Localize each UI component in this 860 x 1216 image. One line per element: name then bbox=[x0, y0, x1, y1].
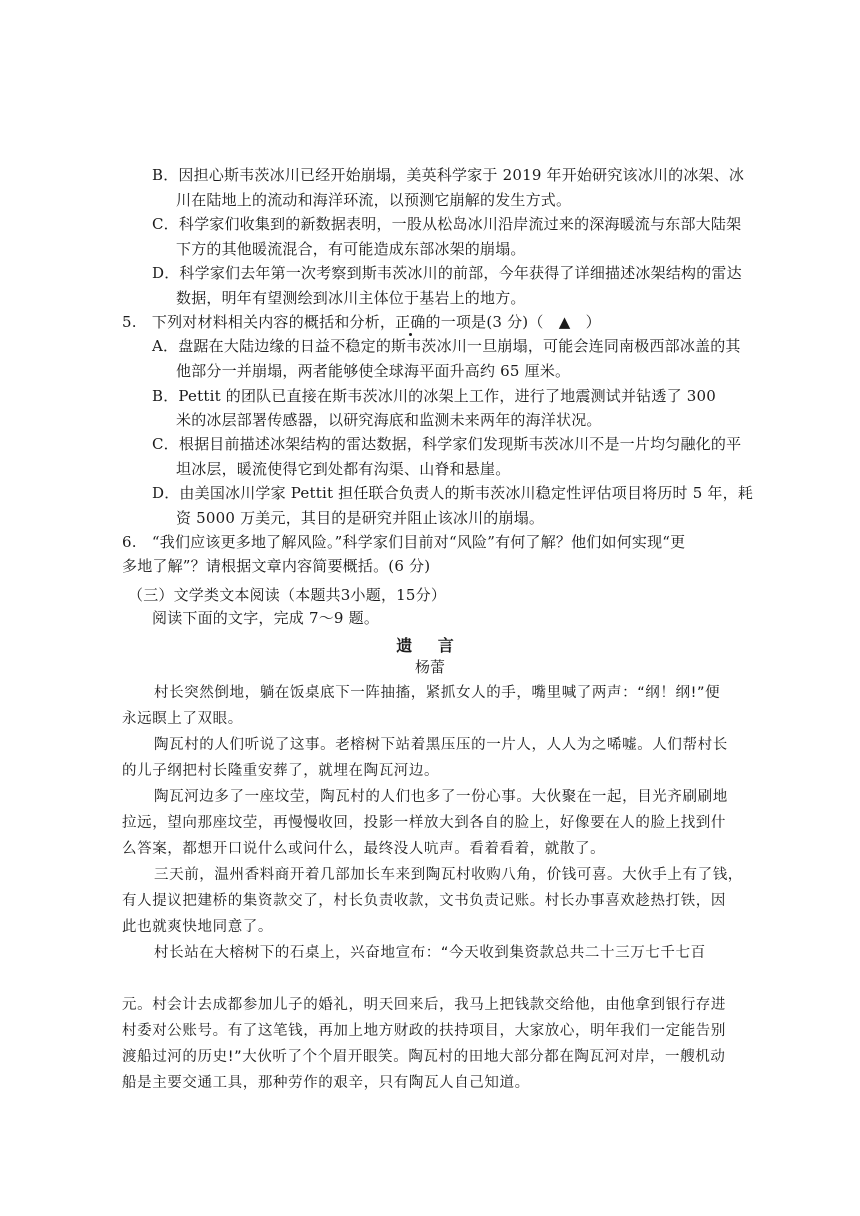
story-p3-line2: 拉远，望向那座坟茔，再慢慢收回，投影一样放大到各自的脸上，好像要在人的脸上找到什 bbox=[122, 815, 726, 831]
q5-stem bbox=[122, 312, 601, 332]
q4-option-b-line2: 川在陆地上的流动和海洋环流，以预测它崩解的发生方式。 bbox=[176, 191, 572, 209]
q4-option-b-line1: B．因担心斯韦茨冰川已经开始崩塌，美英科学家于 2019 年开始研究该冰川的冰架、冰 bbox=[152, 166, 745, 184]
q4-option-c-line1: C．科学家们收集到的新数据表明，一股从松岛冰川沿岸流过来的深海暖流与东部大陆架 bbox=[152, 215, 742, 233]
q5-stem-emphasis: 正确 bbox=[395, 313, 426, 331]
q5-option-b-line1: B．Pettit 的团队已直接在斯韦茨冰川的冰架上工作，进行了地震测试并钻透了 300 bbox=[152, 387, 716, 405]
story-p2-line1: 陶瓦村的人们听说了这事。老榕树下站着黑压压的一片人，人人为之唏嘘。人们帮村长 bbox=[154, 737, 728, 753]
q5-option-b-line2: 米的冰层部署传感器，以研究海底和监测未来两年的海洋状况。 bbox=[176, 411, 602, 429]
story-p3-line1: 陶瓦河边多了一座坟茔，陶瓦村的人们也多了一份心事。大伙聚在一起，目光齐刷刷地 bbox=[154, 789, 728, 805]
story-p1-line1: 村长突然倒地，躺在饭桌底下一阵抽搐，紧抓女人的手，嘴里喊了两声：“纲！纲!”便 bbox=[154, 685, 721, 701]
story-p6-line4: 船是主要交通工具，那种劳作的艰辛，只有陶瓦人自己知道。 bbox=[122, 1075, 530, 1091]
story-p2-line2: 的儿子纲把村长隆重安葬了，就埋在陶瓦河边。 bbox=[122, 763, 440, 779]
q4-option-d-line2: 数据，明年有望测绘到冰川主体位于基岩上的地方。 bbox=[176, 289, 526, 307]
story-title: 遗 言 bbox=[396, 636, 464, 655]
q5-stem-after: 的一项是(3 分)（ ▲ ） bbox=[425, 313, 601, 331]
story-p4-line3: 此也就爽快地同意了。 bbox=[122, 919, 273, 935]
q5-option-d-line2: 资 5000 万美元，其目的是研究并阻止该冰川的崩塌。 bbox=[176, 509, 545, 527]
story-p3-line3: 么答案，都想开口说什么或问什么，最终没人吭声。看着看着，就散了。 bbox=[122, 841, 606, 857]
section3-instruction: 阅读下面的文字，完成 7～9 题。 bbox=[152, 609, 380, 627]
q5-stem-before: 5. 下列对材料相关内容的概括和分析， bbox=[122, 313, 396, 331]
story-p6-line3: 渡船过河的历史!”大伙听了个个眉开眼笑。陶瓦村的田地大部分都在陶瓦河对岸，一艘机动 bbox=[122, 1049, 726, 1065]
story-p4-line2: 有人提议把建桥的集资款交了，村长负责收款，文书负责记账。村长办事喜欢趁热打铁，因 bbox=[122, 893, 726, 909]
q5-option-a-line1: A．盘踞在大陆边缘的日益不稳定的斯韦茨冰川一旦崩塌，可能会连同南极西部冰盖的其 bbox=[152, 337, 741, 355]
story-p6-line1: 元。村会计去成都参加儿子的婚礼，明天回来后，我马上把钱款交给他，由他拿到银行存进 bbox=[122, 997, 726, 1013]
story-p4-line1: 三天前，温州香料商开着几部加长车来到陶瓦村收购八角，价钱可喜。大伙手上有了钱， bbox=[154, 867, 743, 883]
q6-line2: 多地了解”？请根据文章内容简要概括。(6 分) bbox=[122, 557, 431, 575]
q5-option-c-line1: C．根据目前描述冰架结构的雷达数据，科学家们发现斯韦茨冰川不是一片均匀融化的平 bbox=[152, 435, 742, 453]
story-author: 杨蕾 bbox=[414, 658, 445, 676]
section3-heading: （三）文学类文本阅读（本题共3小题，15分） bbox=[128, 586, 447, 604]
q4-option-d-line1: D．科学家们去年第一次考察到斯韦茨冰川的前部，今年获得了详细描述冰架结构的雷达 bbox=[152, 264, 742, 282]
q5-option-d-line1: D．由美国冰川学家 Pettit 担任联合负责人的斯韦茨冰川稳定性评估项目将历时 5 年，耗 bbox=[152, 484, 754, 502]
story-p5-line1: 村长站在大榕树下的石桌上，兴奋地宣布：“今天收到集资款总共二十三万七千七百 bbox=[154, 945, 706, 961]
story-p1-line2: 永远瞑上了双眼。 bbox=[122, 711, 243, 727]
q6-line1: 6. “我们应该更多地了解风险。”科学家们目前对“风险”有何了解？他们如何实现“更 bbox=[122, 533, 686, 551]
story-p6-line2: 村委对公账号。有了这笔钱，再加上地方财政的扶持项目，大家放心，明年我们一定能告别 bbox=[122, 1023, 726, 1039]
q5-option-c-line2: 坦冰层，暖流使得它到处都有沟渠、山脊和悬崖。 bbox=[176, 460, 511, 478]
q5-option-a-line2: 他部分一并崩塌，两者能够使全球海平面升高约 65 厘米。 bbox=[176, 362, 571, 380]
q4-option-c-line2: 下方的其他暖流混合，有可能造成东部冰架的崩塌。 bbox=[176, 240, 526, 258]
